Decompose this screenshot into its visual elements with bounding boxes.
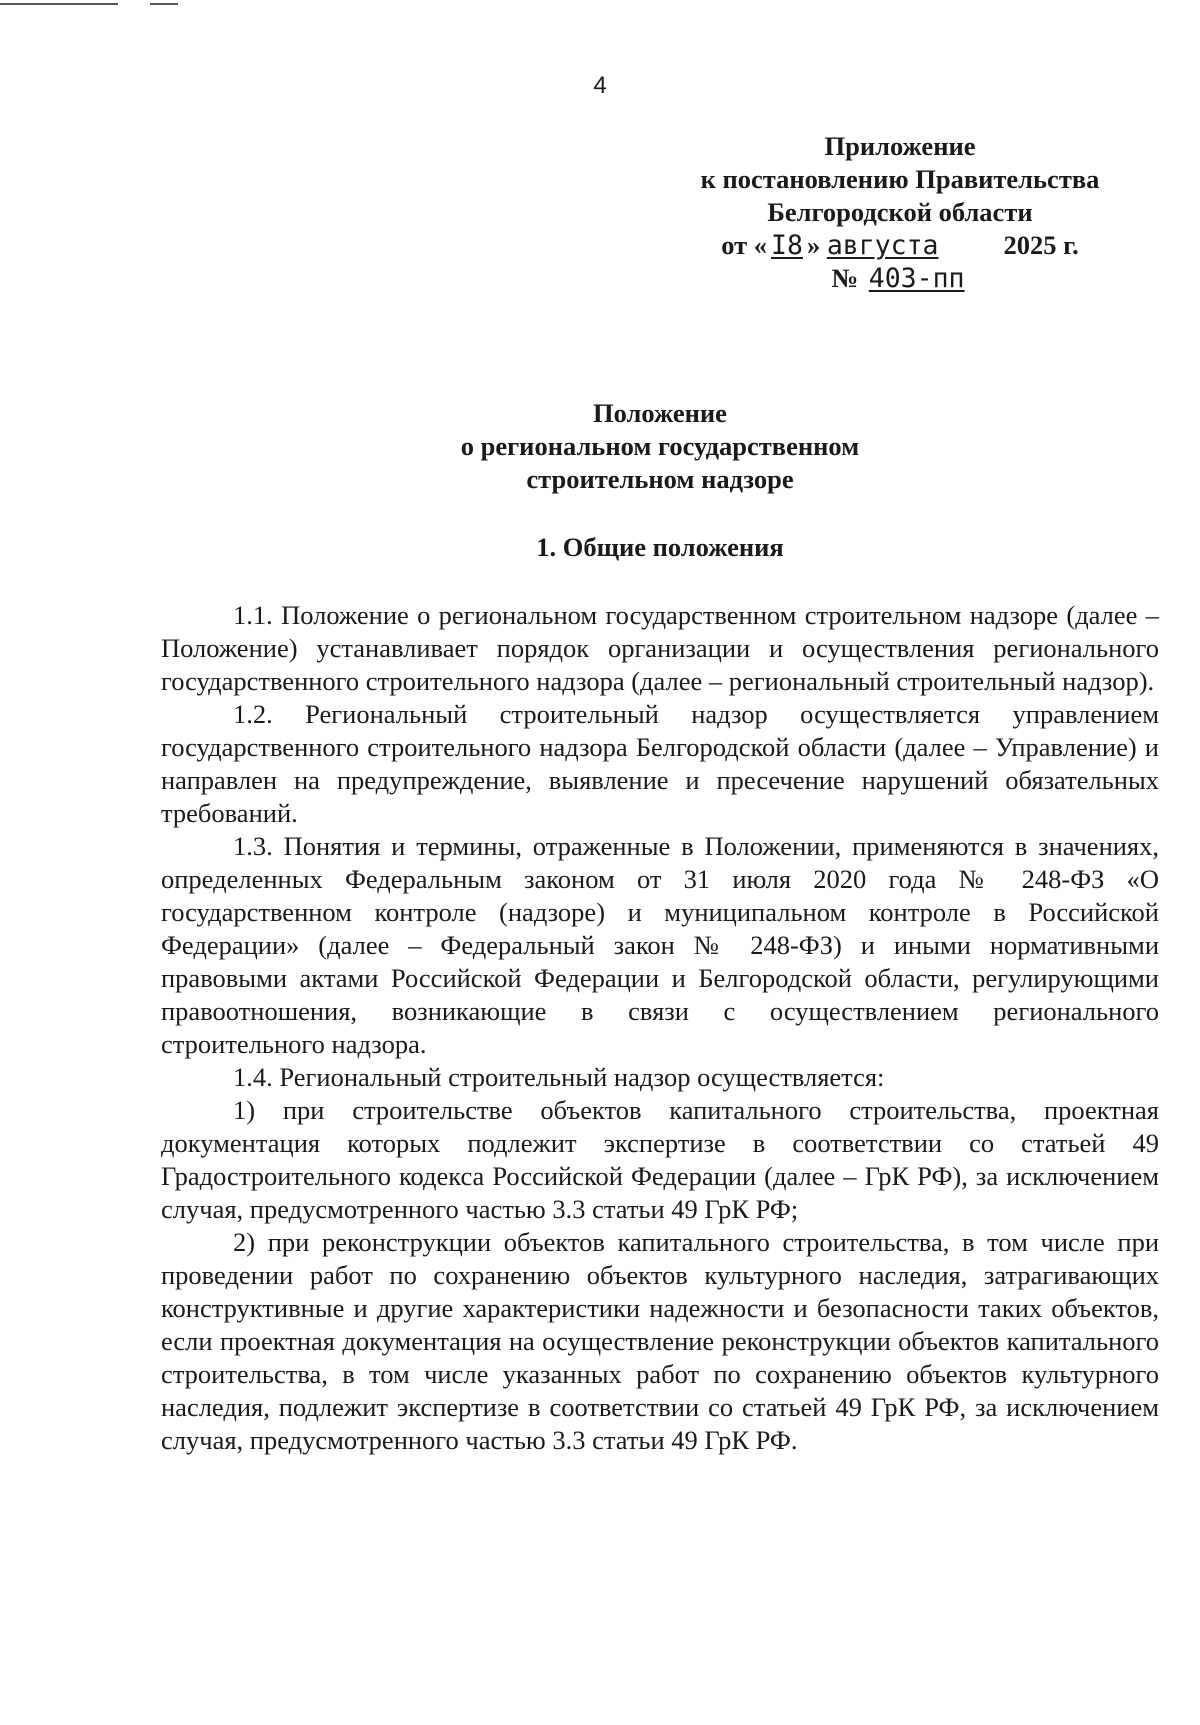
appendix-resolution-line: к постановлению Правительства: [700, 164, 1100, 194]
number-prefix: №: [831, 263, 859, 293]
title-line: строительном надзоре: [526, 464, 794, 494]
section-heading: 1. Общие положения: [536, 532, 784, 562]
date-year: 2025 г.: [1003, 230, 1079, 260]
paragraph: 1.1. Положение о региональном государственном строительном надзоре (далее – Положение) устанавливает порядок организации и осуществления регионального государственного строительного надзора (далее – региональный строительный надзор).: [161, 600, 1159, 696]
document-title: [160, 397, 1160, 496]
scan-edge-mark: [150, 3, 178, 5]
date-close-quote: »: [806, 230, 821, 260]
document-body: [161, 599, 1159, 1457]
appendix-number-line: [660, 262, 1140, 295]
title-line: о региональном государственном: [460, 431, 860, 461]
page-number: 4: [593, 72, 607, 99]
appendix-label: Приложение: [824, 131, 976, 161]
date-prefix: от «: [721, 230, 768, 260]
paragraph: 1) при строительстве объектов капитального строительства, проектная документация которых подлежит экспертизе в соответствии со статьей 49 Градостроительного кодекса Российской Федерации (далее – ГрК РФ), за исключением случая, предусмотренного частью 3.3 статьи 49 ГрК РФ;: [161, 1095, 1159, 1224]
title-line: Положение: [593, 398, 727, 428]
appendix-region-line: Белгородской области: [767, 197, 1033, 227]
paragraph: 1.4. Региональный строительный надзор осуществляется:: [233, 1062, 885, 1092]
date-month: августа: [826, 230, 939, 261]
appendix-block: [660, 130, 1140, 295]
scan-edge-mark: [0, 3, 118, 5]
paragraph: 2) при реконструкции объектов капитального строительства, в том числе при проведении работ по сохранению объектов культурного наследия, затрагивающих конструктивные и другие характеристики надежности и безопасности таких объектов, если проектная документация на осуществление реконструкции объектов капитального строительства, в том числе указанных работ по сохранению объектов культурного наследия, подлежит экспертизе в соответствии со статьей 49 ГрК РФ, за исключением случая, предусмотренного частью 3.3 статьи 49 ГрК РФ.: [161, 1227, 1159, 1455]
appendix-date-line: [660, 229, 1140, 262]
resolution-number: 403-пп: [868, 263, 965, 294]
paragraph: 1.3. Понятия и термины, отраженные в Положении, применяются в значениях, определенных Федеральным законом от 31 июля 2020 года № 248-ФЗ «О государственном контроле (надзоре) и муниципальном контроле в Российской Федерации» (далее – Федеральный закон № 248-ФЗ) и иными нормативными правовыми актами Российской Федерации и Белгородской области, регулирующими правоотношения, возникающие в связи с осуществлением регионального строительного надзора.: [161, 831, 1159, 1059]
paragraph: 1.2. Региональный строительный надзор осуществляется управлением государственного строительного надзора Белгородской области (далее – Управление) и направлен на предупреждение, выявление и пресечение нарушений обязательных требований.: [161, 699, 1159, 828]
date-day: I8: [771, 230, 803, 261]
